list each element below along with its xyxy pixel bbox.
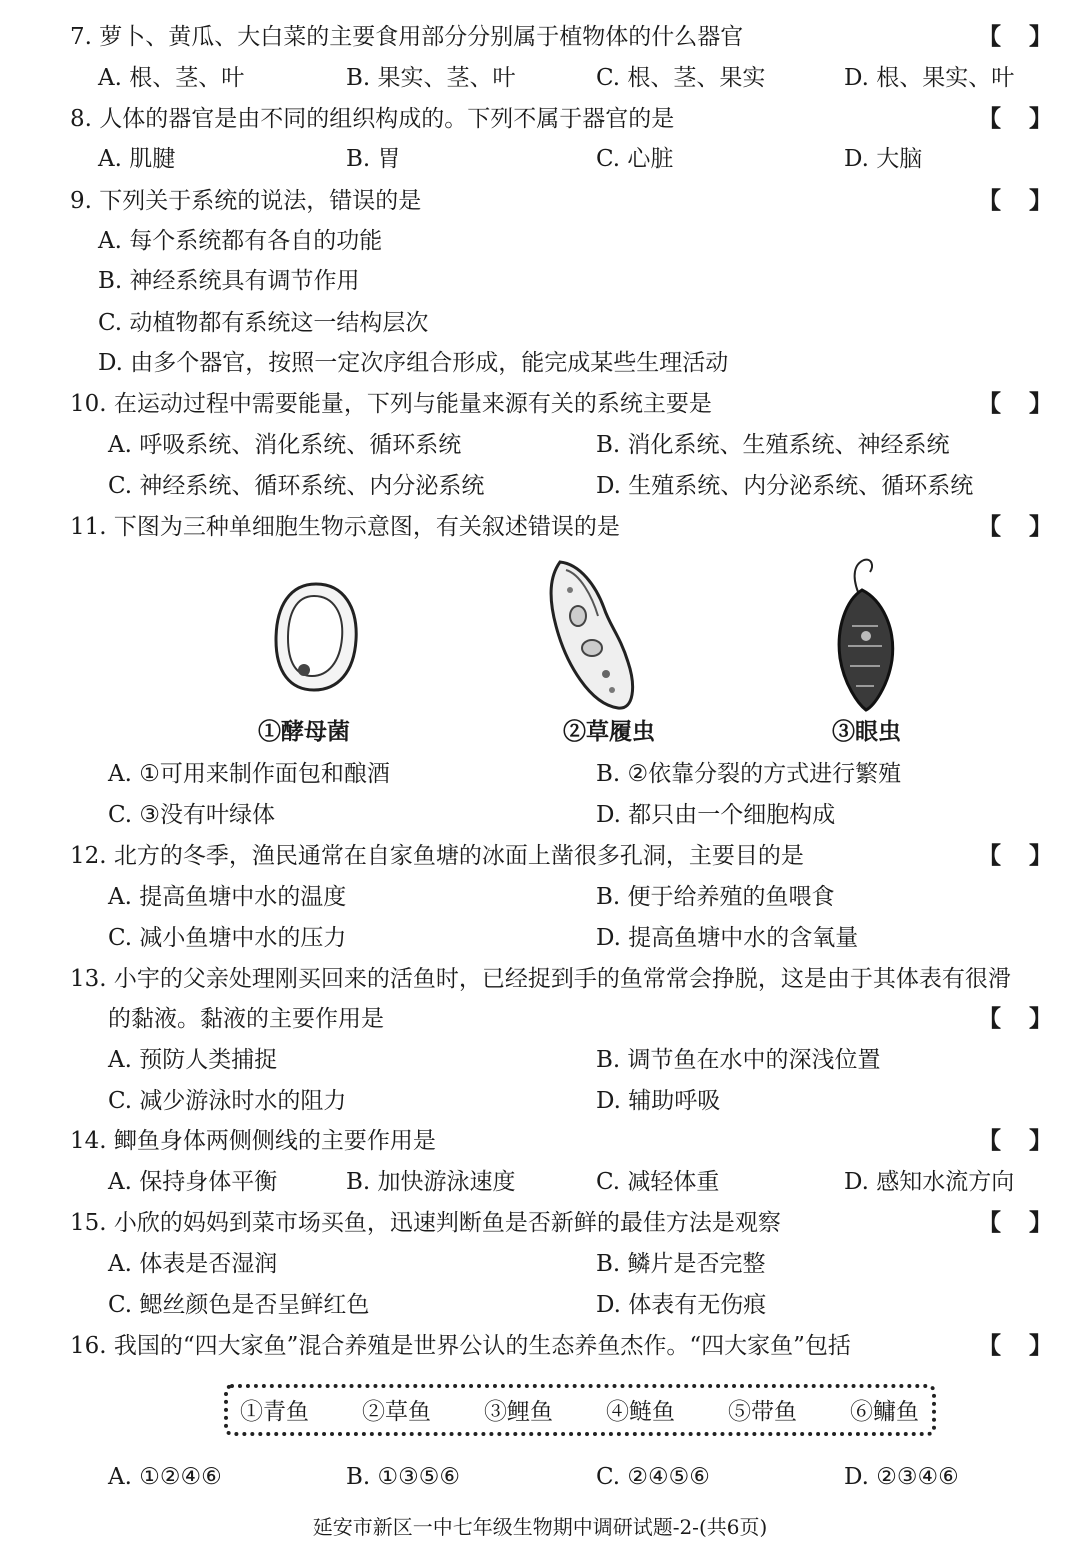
question-15-option-d: D. 体表有无伤痕 (596, 1292, 767, 1318)
fish-list-box (224, 1384, 936, 1436)
question-16-stem: 16. 我国的“四大家鱼”混合养殖是世界公认的生态养鱼杰作。“四大家鱼”包括 (70, 1333, 851, 1359)
question-15-option-c: C. 鳃丝颜色是否呈鲜红色 (108, 1292, 370, 1318)
question-8-option-b: B. 胃 (346, 146, 401, 172)
question-11-stem: 11. 下图为三种单细胞生物示意图，有关叙述错误的是 (70, 514, 620, 540)
question-15-stem: 15. 小欣的妈妈到菜市场买鱼，迅速判断鱼是否新鲜的最佳方法是观察 (70, 1210, 781, 1236)
fish-item: ③鲤鱼 (484, 1399, 553, 1425)
question-8-option-d: D. 大脑 (844, 146, 923, 172)
question-14-option-a: A. 保持身体平衡 (108, 1169, 278, 1195)
question-10-stem: 10. 在运动过程中需要能量，下列与能量来源有关的系统主要是 (70, 391, 712, 417)
question-8-stem: 8. 人体的器官是由不同的组织构成的。下列不属于器官的是 (70, 106, 675, 132)
question-9-stem: 9. 下列关于系统的说法，错误的是 (70, 188, 422, 214)
question-7-option-b: B. 果实、茎、叶 (346, 65, 516, 91)
question-9-option-b: B. 神经系统具有调节作用 (98, 268, 360, 294)
answer-bracket: 【 】 (978, 1332, 1052, 1359)
question-16-option-b: B. ①③⑤⑥ (346, 1464, 461, 1490)
question-14-option-d: D. 感知水流方向 (844, 1169, 1015, 1195)
question-13-option-b: B. 调节鱼在水中的深浅位置 (596, 1047, 881, 1073)
question-9-option-d: D. 由多个器官，按照一定次序组合形成，能完成某些生理活动 (98, 350, 729, 376)
fish-item: ⑤带鱼 (728, 1399, 797, 1425)
question-10-option-c: C. 神经系统、循环系统、内分泌系统 (108, 473, 485, 499)
answer-bracket: 【 】 (978, 1127, 1052, 1154)
question-12-option-b: B. 便于给养殖的鱼喂食 (596, 884, 835, 910)
question-13-option-a: A. 预防人类捕捉 (108, 1047, 278, 1073)
answer-bracket: 【 】 (978, 187, 1052, 214)
question-9-option-a: A. 每个系统都有各自的功能 (98, 228, 383, 254)
fish-item: ②草鱼 (362, 1399, 431, 1425)
question-7-option-c: C. 根、茎、果实 (596, 65, 766, 91)
question-8-option-a: A. 肌腱 (98, 146, 176, 172)
figure-label-paramecium: ②草履虫 (563, 718, 655, 745)
question-12-option-c: C. 减小鱼塘中水的压力 (108, 925, 347, 951)
question-8-option-c: C. 心脏 (596, 146, 674, 172)
answer-bracket: 【 】 (978, 513, 1052, 540)
figure-label-euglena: ③眼虫 (832, 718, 901, 745)
answer-bracket: 【 】 (978, 105, 1052, 132)
question-12-option-d: D. 提高鱼塘中水的含氧量 (596, 925, 859, 951)
question-10-option-a: A. 呼吸系统、消化系统、循环系统 (108, 432, 462, 458)
answer-bracket: 【 】 (978, 842, 1052, 869)
question-16-option-a: A. ①②④⑥ (108, 1464, 222, 1490)
fish-item: ⑥鳙鱼 (850, 1399, 919, 1425)
yeast-illustration (268, 578, 364, 696)
page-footer: 延安市新区一中七年级生物期中调研试题-2-(共6页) (312, 1515, 768, 1539)
question-14-option-c: C. 减轻体重 (596, 1169, 720, 1195)
question-16-option-d: D. ②③④⑥ (844, 1464, 959, 1490)
question-10-option-b: B. 消化系统、生殖系统、神经系统 (596, 432, 950, 458)
euglena-illustration (826, 556, 906, 714)
question-11-option-d: D. 都只由一个细胞构成 (596, 802, 836, 828)
question-14-option-b: B. 加快游泳速度 (346, 1169, 516, 1195)
question-11-option-a: A. ①可用来制作面包和酿酒 (108, 761, 390, 787)
question-13-stem: 13. 小宇的父亲处理刚买回来的活鱼时，已经捉到手的鱼常常会挣脱，这是由于其体表有很滑 (70, 966, 1011, 992)
answer-bracket: 【 】 (978, 1005, 1052, 1032)
figure-label-yeast: ①酵母菌 (258, 718, 350, 745)
question-13-option-d: D. 辅助呼吸 (596, 1088, 721, 1114)
paramecium-illustration (540, 556, 640, 714)
question-11-option-b: B. ②依靠分裂的方式进行繁殖 (596, 761, 902, 787)
question-10-option-d: D. 生殖系统、内分泌系统、循环系统 (596, 473, 974, 499)
question-15-option-b: B. 鳞片是否完整 (596, 1251, 766, 1277)
fish-item: ④鲢鱼 (606, 1399, 675, 1425)
question-13-option-c: C. 减少游泳时水的阻力 (108, 1088, 347, 1114)
answer-bracket: 【 】 (978, 1209, 1052, 1236)
question-7-option-d: D. 根、果实、叶 (844, 65, 1015, 91)
question-7-option-a: A. 根、茎、叶 (98, 65, 245, 91)
question-15-option-a: A. 体表是否湿润 (108, 1251, 278, 1277)
question-9-option-c: C. 动植物都有系统这一结构层次 (98, 310, 429, 336)
question-12-option-a: A. 提高鱼塘中水的温度 (108, 884, 347, 910)
question-14-stem: 14. 鲫鱼身体两侧侧线的主要作用是 (70, 1128, 436, 1154)
question-11-option-c: C. ③没有叶绿体 (108, 802, 276, 828)
question-13-stem-continued: 的黏液。黏液的主要作用是 (108, 1006, 384, 1032)
question-16-option-c: C. ②④⑤⑥ (596, 1464, 710, 1490)
answer-bracket: 【 】 (978, 23, 1052, 50)
fish-item: ①青鱼 (240, 1399, 309, 1425)
question-12-stem: 12. 北方的冬季，渔民通常在自家鱼塘的冰面上凿很多孔洞，主要目的是 (70, 843, 804, 869)
answer-bracket: 【 】 (978, 390, 1052, 417)
question-7-stem: 7. 萝卜、黄瓜、大白菜的主要食用部分分别属于植物体的什么器官 (70, 24, 744, 50)
